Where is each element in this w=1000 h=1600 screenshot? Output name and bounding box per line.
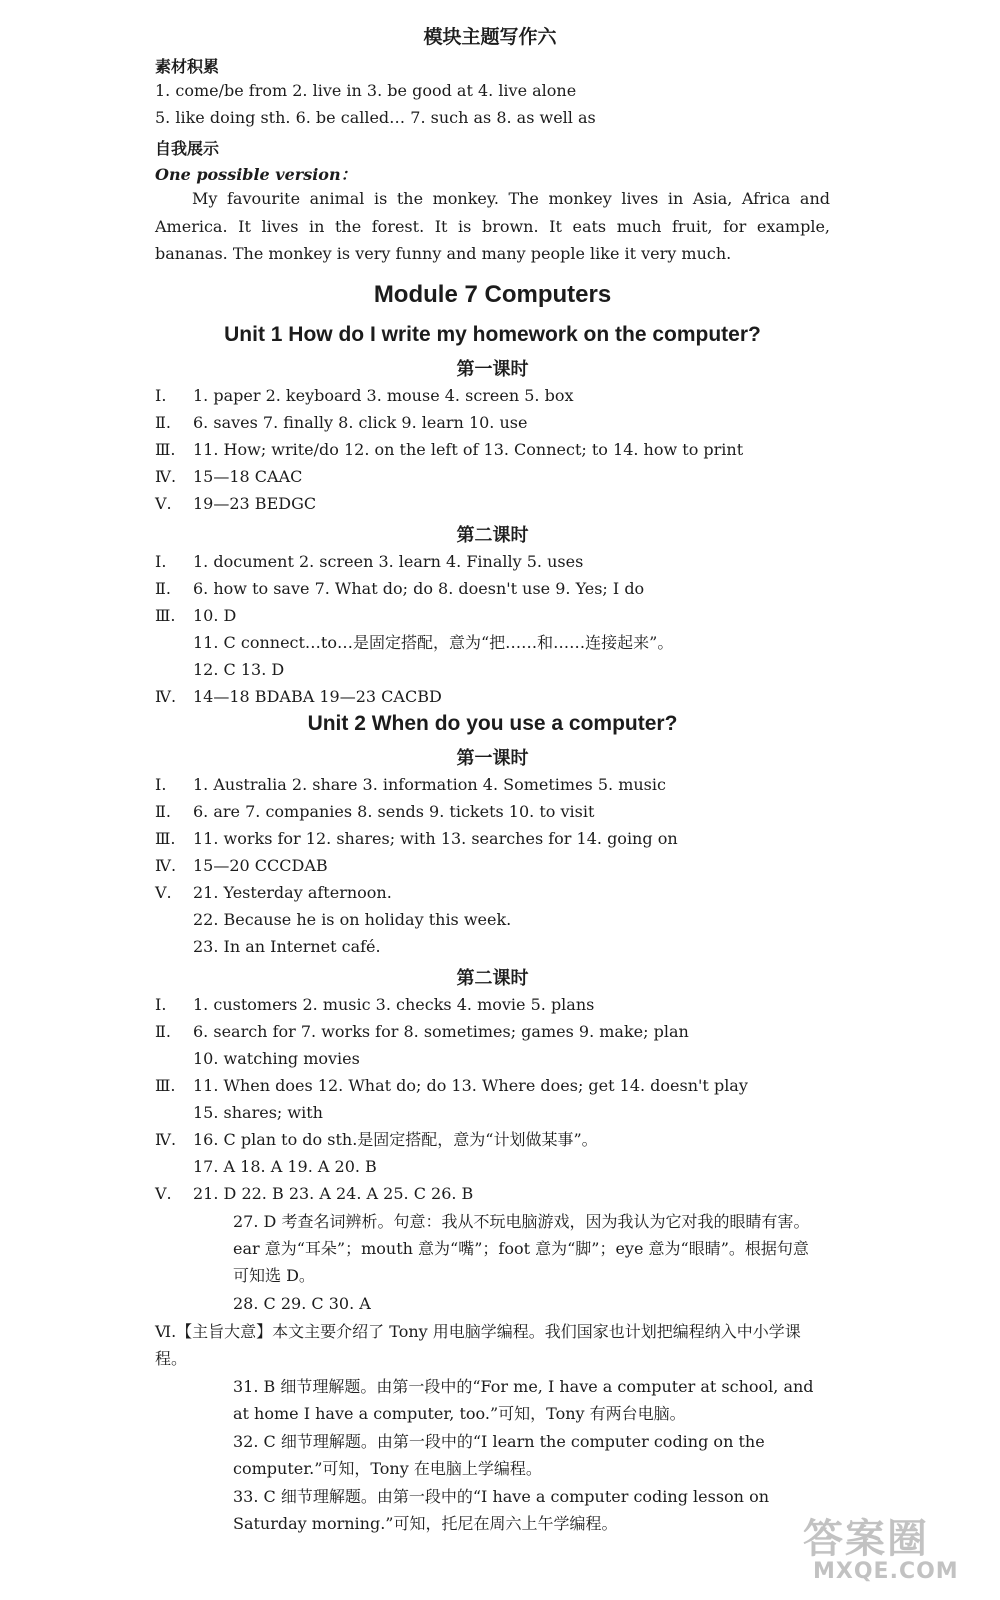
section-number: Ⅰ. [155, 995, 167, 1014]
answer-text: 21. Yesterday afternoon. [193, 883, 392, 902]
answer-row [155, 882, 392, 904]
answer-explanation-27: 27. D 考查名词辨析。句意：我从不玩电脑游戏，因为我认为它对我的眼睛有害。ear 意为“耳朵”；mouth 意为“嘴”；foot 意为“脚”；eye 意为“眼睛”。根据句意可知选 D。 [233, 1212, 810, 1285]
section-number: Ⅲ. [155, 606, 176, 625]
answer-text: 11. When does 12. What do; do 13. Where does; get 14. doesn't play [193, 1076, 748, 1095]
answer-row [155, 1183, 473, 1205]
answer-text: 11. C connect…to…是固定搭配，意为“把……和……连接起来”。 [193, 633, 674, 652]
answer-explanation-32: 32. C 细节理解题。由第一段中的“I learn the computer coding on the computer.”可知，Tony 在电脑上学编程。 [233, 1432, 765, 1478]
answer-row [155, 632, 673, 654]
answer-row [155, 1021, 689, 1043]
answer-text: 21. D 22. B 23. A 24. A 25. C 26. B [193, 1184, 474, 1203]
section-number: Ⅱ. [155, 579, 171, 598]
answer-text: 1. Australia 2. share 3. information 4. Sometimes 5. music [193, 775, 666, 794]
answer-text: 6. search for 7. works for 8. sometimes; games 9. make; plan [193, 1022, 689, 1041]
version-label: One possible version： [155, 165, 357, 184]
site-watermark [803, 1507, 978, 1592]
section-number: Ⅰ. [155, 386, 167, 405]
main-idea: Ⅵ.【主旨大意】本文主要介绍了 Tony 用电脑学编程。我们国家也计划把编程纳入中小学课程。 [155, 1322, 801, 1368]
answer-text: 11. How; write/do 12. on the left of 13. Connect; to 14. how to print [193, 440, 744, 459]
answer-text: 12. C 13. D [193, 660, 285, 679]
answer-row [155, 412, 527, 434]
answer-text: 14—18 BDABA 19—23 CACBD [193, 687, 442, 706]
answer-row [155, 994, 594, 1016]
section-number: Ⅰ. [155, 552, 167, 571]
answer-text: 10. D [193, 606, 237, 625]
material-label: 素材积累 [155, 57, 220, 76]
answer-text: 17. A 18. A 19. A 20. B [193, 1157, 377, 1176]
section-number: Ⅱ. [155, 413, 171, 432]
answer-text: 15. shares; with [193, 1103, 323, 1122]
answer-row [155, 855, 328, 877]
material-line-1: 1. come/be from 2. live in 3. be good at 4. live alone [155, 81, 577, 100]
answer-row [155, 578, 644, 600]
section-number: Ⅴ. [155, 494, 172, 513]
answer-text: 6. are 7. companies 8. sends 9. tickets 10. to visit [193, 802, 595, 821]
section-number: Ⅳ. [155, 687, 177, 706]
unit1-title: Unit 1 How do I write my homework on the computer? [224, 323, 761, 346]
answer-text: 23. In an Internet café. [193, 937, 381, 956]
watermark-cn: 答案圈 [803, 1516, 929, 1562]
answer-row [155, 828, 678, 850]
answer-row [155, 1156, 377, 1178]
section-number: Ⅴ. [155, 1184, 172, 1203]
answer-row [155, 551, 583, 573]
answer-row [155, 1102, 323, 1124]
answer-row [155, 1075, 748, 1097]
unit2-lesson2-title: 第二课时 [456, 968, 529, 989]
answer-row [155, 659, 284, 681]
answer-row [155, 493, 316, 515]
section-number: Ⅰ. [155, 775, 167, 794]
unit2-lesson1-title: 第一课时 [456, 748, 529, 769]
answer-text: 1. paper 2. keyboard 3. mouse 4. screen 5. box [193, 386, 574, 405]
unit1-lesson2-title: 第二课时 [456, 525, 529, 546]
answer-row [155, 909, 511, 931]
section-number: Ⅲ. [155, 829, 176, 848]
section-number: Ⅲ. [155, 1076, 176, 1095]
answer-row [155, 936, 381, 958]
answer-text: 10. watching movies [193, 1049, 360, 1068]
unit2-title: Unit 2 When do you use a computer? [307, 712, 678, 735]
answer-row [155, 1129, 598, 1151]
section-number: Ⅴ. [155, 883, 172, 902]
answer-text: 6. saves 7. finally 8. click 9. learn 10. use [193, 413, 528, 432]
module-title: Module 7 Computers [373, 281, 612, 308]
answer-text: 1. customers 2. music 3. checks 4. movie 5. plans [193, 995, 595, 1014]
unit1-lesson1-title: 第一课时 [456, 359, 529, 380]
answer-explanation-31: 31. B 细节理解题。由第一段中的“For me, I have a computer at school, and at home I have a computer, too.”可知，Tony 有两台电脑。 [233, 1377, 814, 1423]
answer-explanation-33: 33. C 细节理解题。由第一段中的“I have a computer coding lesson on Saturday morning.”可知，托尼在周六上午学编程。 [233, 1487, 770, 1533]
answer-row [155, 774, 666, 796]
section-number: Ⅳ. [155, 467, 177, 486]
answer-text: 19—23 BEDGC [193, 494, 317, 513]
answer-text: 1. document 2. screen 3. learn 4. Finally 5. uses [193, 552, 584, 571]
answer-text: 15—18 CAAC [193, 467, 303, 486]
answer-text: 11. works for 12. shares; with 13. searches for 14. going on [193, 829, 678, 848]
answer-text: 22. Because he is on holiday this week. [193, 910, 512, 929]
answer-row [155, 686, 442, 708]
answer-text: 6. how to save 7. What do; do 8. doesn't use 9. Yes; I do [193, 579, 645, 598]
answer-row [155, 385, 574, 407]
answer-text: 16. C plan to do sth.是固定搭配，意为“计划做某事”。 [193, 1130, 598, 1149]
answer-text: 15—20 CCCDAB [193, 856, 328, 875]
sample-essay: My favourite animal is the monkey. The monkey lives in Asia, Africa and America. It lives in the forest. It is brown. It eats much fruit, for example, bananas. The monkey is very funny and many people like it very much. [155, 189, 830, 263]
section-number: Ⅳ. [155, 1130, 177, 1149]
answer-row-28: 28. C 29. C 30. A [233, 1294, 371, 1313]
answer-row [155, 605, 236, 627]
section-number: Ⅳ. [155, 856, 177, 875]
answer-row [155, 1048, 360, 1070]
showcase-label: 自我展示 [155, 139, 220, 158]
watermark-url: MXQE.COM [813, 1559, 959, 1584]
section-number: Ⅲ. [155, 440, 176, 459]
answer-row [155, 466, 302, 488]
answer-row [155, 439, 743, 461]
answer-row [155, 801, 594, 823]
writing-section-title: 模块主题写作六 [423, 26, 557, 48]
material-line-2: 5. like doing sth. 6. be called… 7. such as 8. as well as [155, 108, 596, 127]
section-number: Ⅱ. [155, 802, 171, 821]
section-number: Ⅱ. [155, 1022, 171, 1041]
